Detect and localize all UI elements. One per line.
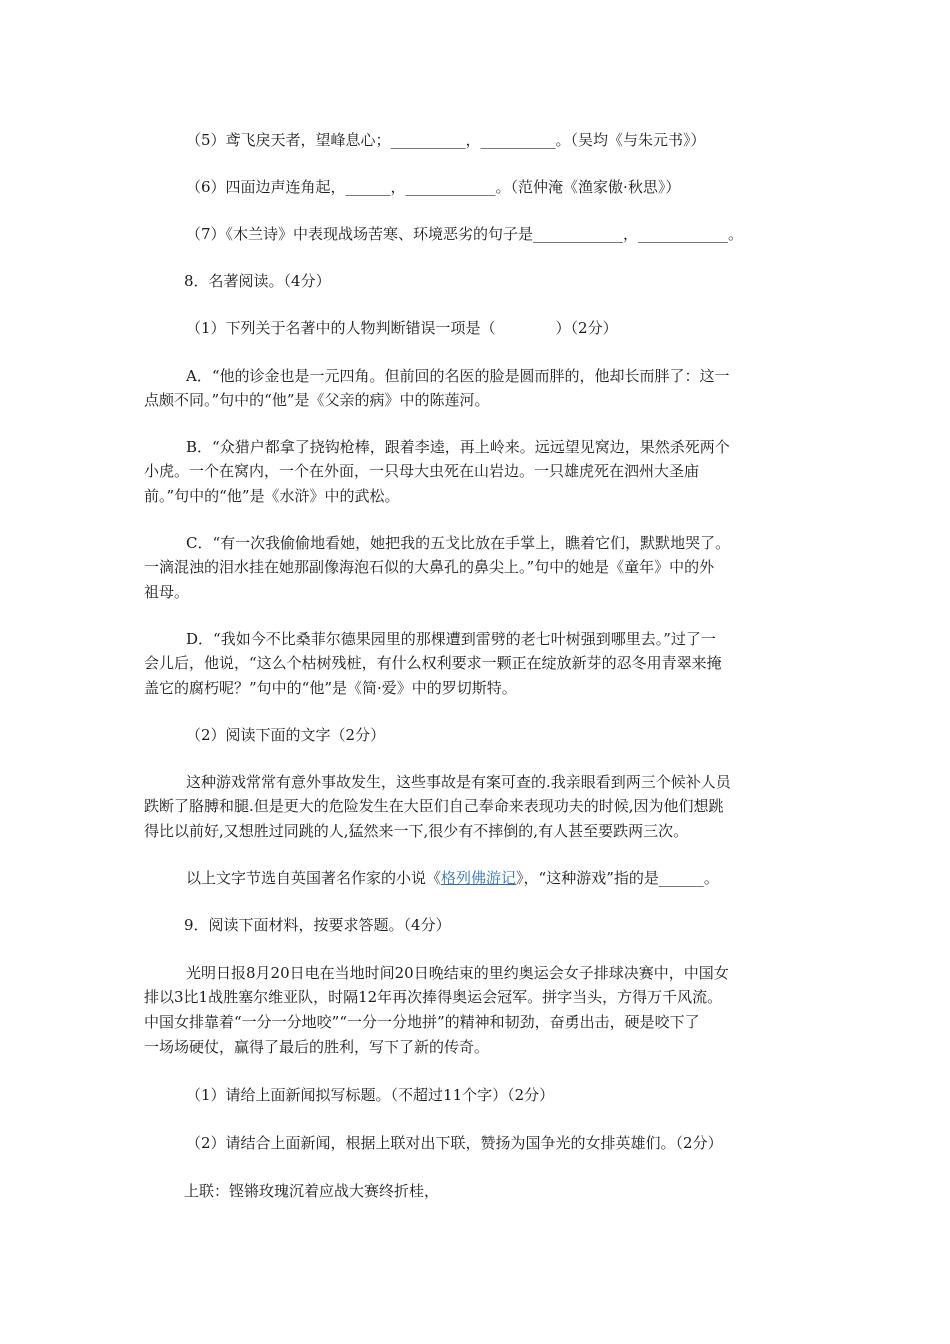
q9-title: 9．阅读下面材料，按要求答题。（4分） <box>184 916 451 934</box>
q9-couplet: 上联：铿锵玫瑰沉着应战大赛终折桂， <box>184 1182 440 1200</box>
q8-passage-line3: 得比以前好,又想胜过同跳的人,猛然来一下,很少有不摔倒的,有人甚至要跌两三次。 <box>144 822 689 840</box>
q8-sub2: （2）阅读下面的文字（2分） <box>186 726 386 744</box>
q8-option-c-line2: 一滴混浊的泪水挂在她那副像海泡石似的大鼻孔的鼻尖上。”句中的她是《童年》中的外 <box>144 558 715 576</box>
q8-option-a-line1: A．“他的诊金也是一元四角。但前回的名医的脸是圆而胖的，他却长而胖了：这一 <box>186 367 730 385</box>
q9-news-line4: 一场场硬仗，赢得了最后的胜利，写下了新的传奇。 <box>144 1038 490 1056</box>
q9-sub1: （1）请给上面新闻拟写标题。（不超过11个字）（2分） <box>186 1086 555 1104</box>
q8-option-d-line3: 盖它的腐朽呢？”句中的“他”是《简·爱》中的罗切斯特。 <box>144 679 517 697</box>
q8-sub1: （1）下列关于名著中的人物判断错误一项是（ ）（2分） <box>186 319 618 337</box>
q9-news-line3: 中国女排靠着“一分一分地咬”“一分一分地拼”的精神和韧劲，奋勇出击，硬是咬下了 <box>144 1013 700 1031</box>
q9-news-line1: 光明日报8月20日电在当地时间20日晚结束的里约奥运会女子排球决赛中，中国女 <box>186 964 729 982</box>
gulliver-link[interactable]: 格列佛游记 <box>441 869 517 887</box>
q8-option-d-line2: 会儿后，他说，“这么个枯树残桩，有什么权利要求一颗正在绽放新芽的忍冬用青翠来掩 <box>144 654 722 672</box>
q8-option-a-line2: 点颇不同。”句中的“他”是《父亲的病》中的陈莲河。 <box>144 391 490 409</box>
poem-q6: （6）四面边声连角起，______，____________。（范仲淹《渔家傲·秋思》） <box>186 178 681 196</box>
q8-option-b-line2: 小虎。一个在窝内，一个在外面，一只母大虫死在山岩边。一只雄虎死在泗州大圣庙 <box>144 462 700 480</box>
q8-passage-line1: 这种游戏常常有意外事故发生，这些事故是有案可查的.我亲眼看到两三个候补人员 <box>186 773 731 791</box>
q8-source-suffix: 》，“这种游戏”指的是______。 <box>516 869 719 887</box>
q8-option-c-line3: 祖母。 <box>144 583 190 601</box>
q8-option-b-line1: B．“众猎户都拿了挠钩枪棒，跟着李逵，再上岭来。远远望见窝边，果然杀死两个 <box>186 438 730 456</box>
q8-option-b-line3: 前。”句中的“他”是《水浒》中的武松。 <box>144 487 400 505</box>
q8-title: 8．名著阅读。（4分） <box>184 272 331 290</box>
q9-news-line2: 排以3比1战胜塞尔维亚队，时隔12年再次捧得奥运会冠军。拼字当头，方得万千风流。 <box>144 988 723 1006</box>
poem-q5: （5）鸢飞戾天者，望峰息心；__________，__________。（吴均《与朱元书》） <box>186 131 706 149</box>
poem-q7: （7）《木兰诗》中表现战场苦寒、环境恶劣的句子是____________，____________。 <box>186 225 744 243</box>
q8-passage-line2: 跌断了胳膊和腿.但是更大的危险发生在大臣们自己奉命来表现功夫的时候,因为他们想跳 <box>144 797 724 815</box>
q8-option-d-line1: D．“我如今不比桑菲尔德果园里的那棵遭到雷劈的老七叶树强到哪里去。”过了一 <box>186 630 716 648</box>
q8-source-line <box>186 866 719 890</box>
q8-source-prefix: 以上文字节选自英国著名作家的小说《 <box>186 869 442 887</box>
q9-sub2: （2）请结合上面新闻，根据上联对出下联，赞扬为国争光的女排英雄们。（2分） <box>186 1134 723 1152</box>
q8-option-c-line1: C．“有一次我偷偷地看她，她把我的五戈比放在手掌上，瞧着它们，默默地哭了。 <box>186 534 731 552</box>
